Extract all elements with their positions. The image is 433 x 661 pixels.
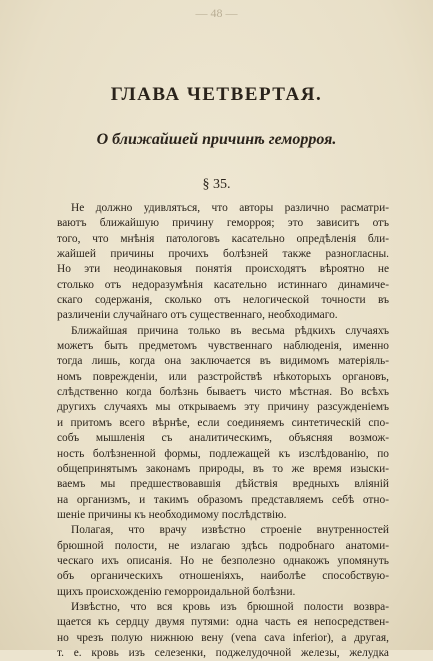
chapter-title: О ближайшей причинѣ геморроя. <box>96 131 337 148</box>
text-line: ваютъ ближайшую причину геморроя; это зависитъ отъ <box>57 217 389 230</box>
text-line: Полагая, что врачу извѣстно строеніе внутренностей <box>71 524 389 537</box>
text-line: собъ мышленія съ аналитическимъ, объясняя возмож- <box>57 432 389 445</box>
text-line: Извѣстно, что вся кровь изъ брюшной полости возвра- <box>71 600 389 613</box>
text-line: ность болѣзненной формы, подлежащей къ изслѣдованію, по <box>57 447 389 460</box>
text-line: щается къ сердцу двумя путями: одна часть ея непосредствен- <box>57 616 389 629</box>
text-line: но чрезъ полую нижнюю вену (vena cava inferior), а другая, <box>57 631 389 644</box>
text-line: объ органическихъ отношеніяхъ, наиболѣе способствую- <box>57 570 389 583</box>
text-line: столько отъ недоразумѣнія касательно истиннаго динамиче- <box>57 278 389 291</box>
text-line: ваемъ мы предшествовавшія дѣйствія вредныхъ вліяній <box>57 478 389 491</box>
text-line: жайшей причины прочихъ болѣзней также разногласны. <box>57 248 389 261</box>
text-line: Не должно удивляться, что авторы различно расматри- <box>71 202 389 214</box>
text-line: номъ поврежденіи, или разстройствѣ нѣкоторыхъ органовъ, <box>57 370 389 383</box>
text-line: скаго содержанія, сколько отъ нелогической точности въ <box>57 294 389 307</box>
chapter-heading: ГЛАВА ЧЕТВЕРТАЯ. <box>110 84 323 105</box>
text-line: Ближайшая причина только въ весьма рѣдкихъ случаяхъ <box>71 324 389 337</box>
text-line: Но эти неодинаковыя понятія происходятъ вѣроятно не <box>57 263 389 276</box>
text-line: на организмъ, и такимъ образомъ представляемъ себѣ отно- <box>57 493 389 506</box>
text-line: ческаго ихъ описанія. Но не безполезно однакожъ упомянуть <box>57 554 389 567</box>
text-line: общепринятымъ законамъ природы, въ то же время изыски- <box>57 462 389 475</box>
text-line: шеніе причины къ необходимому послѣдствію. <box>57 508 287 521</box>
text-line: можетъ быть предметомъ чувственнаго наблюденія, именно <box>57 340 389 353</box>
text-line: другихъ случаяхъ мы открываемъ эту причину разсужденіемъ <box>57 401 389 414</box>
page-number: — 48 — <box>195 6 238 20</box>
text-line: щихъ происхожденію геморроидальной болѣзни. <box>57 585 296 598</box>
text-line: и притомъ всего вѣрнѣе, если соединяемъ синтетическій спо- <box>57 416 389 429</box>
text-line: брюшной полости, не излагаю здѣсь подробнаго анатоми- <box>57 539 389 552</box>
text-line: слѣдственно когда болѣзнь бываетъ чисто мѣстная. Во всѣхъ <box>57 386 389 399</box>
text-line: различеніи случайнаго отъ существеннаго, необходимаго. <box>57 309 338 322</box>
text-line: тогда лишь, когда она заключается въ видимомъ матеріяль- <box>57 355 389 368</box>
text-line: того, что мнѣнія патологовъ касательно опредѣленія бли- <box>57 232 389 245</box>
section-number: § 35. <box>202 177 231 192</box>
text-line: т. е. кровь изъ селезенки, поджелудочной железы, желудка <box>57 646 389 659</box>
body-text <box>57 201 389 661</box>
